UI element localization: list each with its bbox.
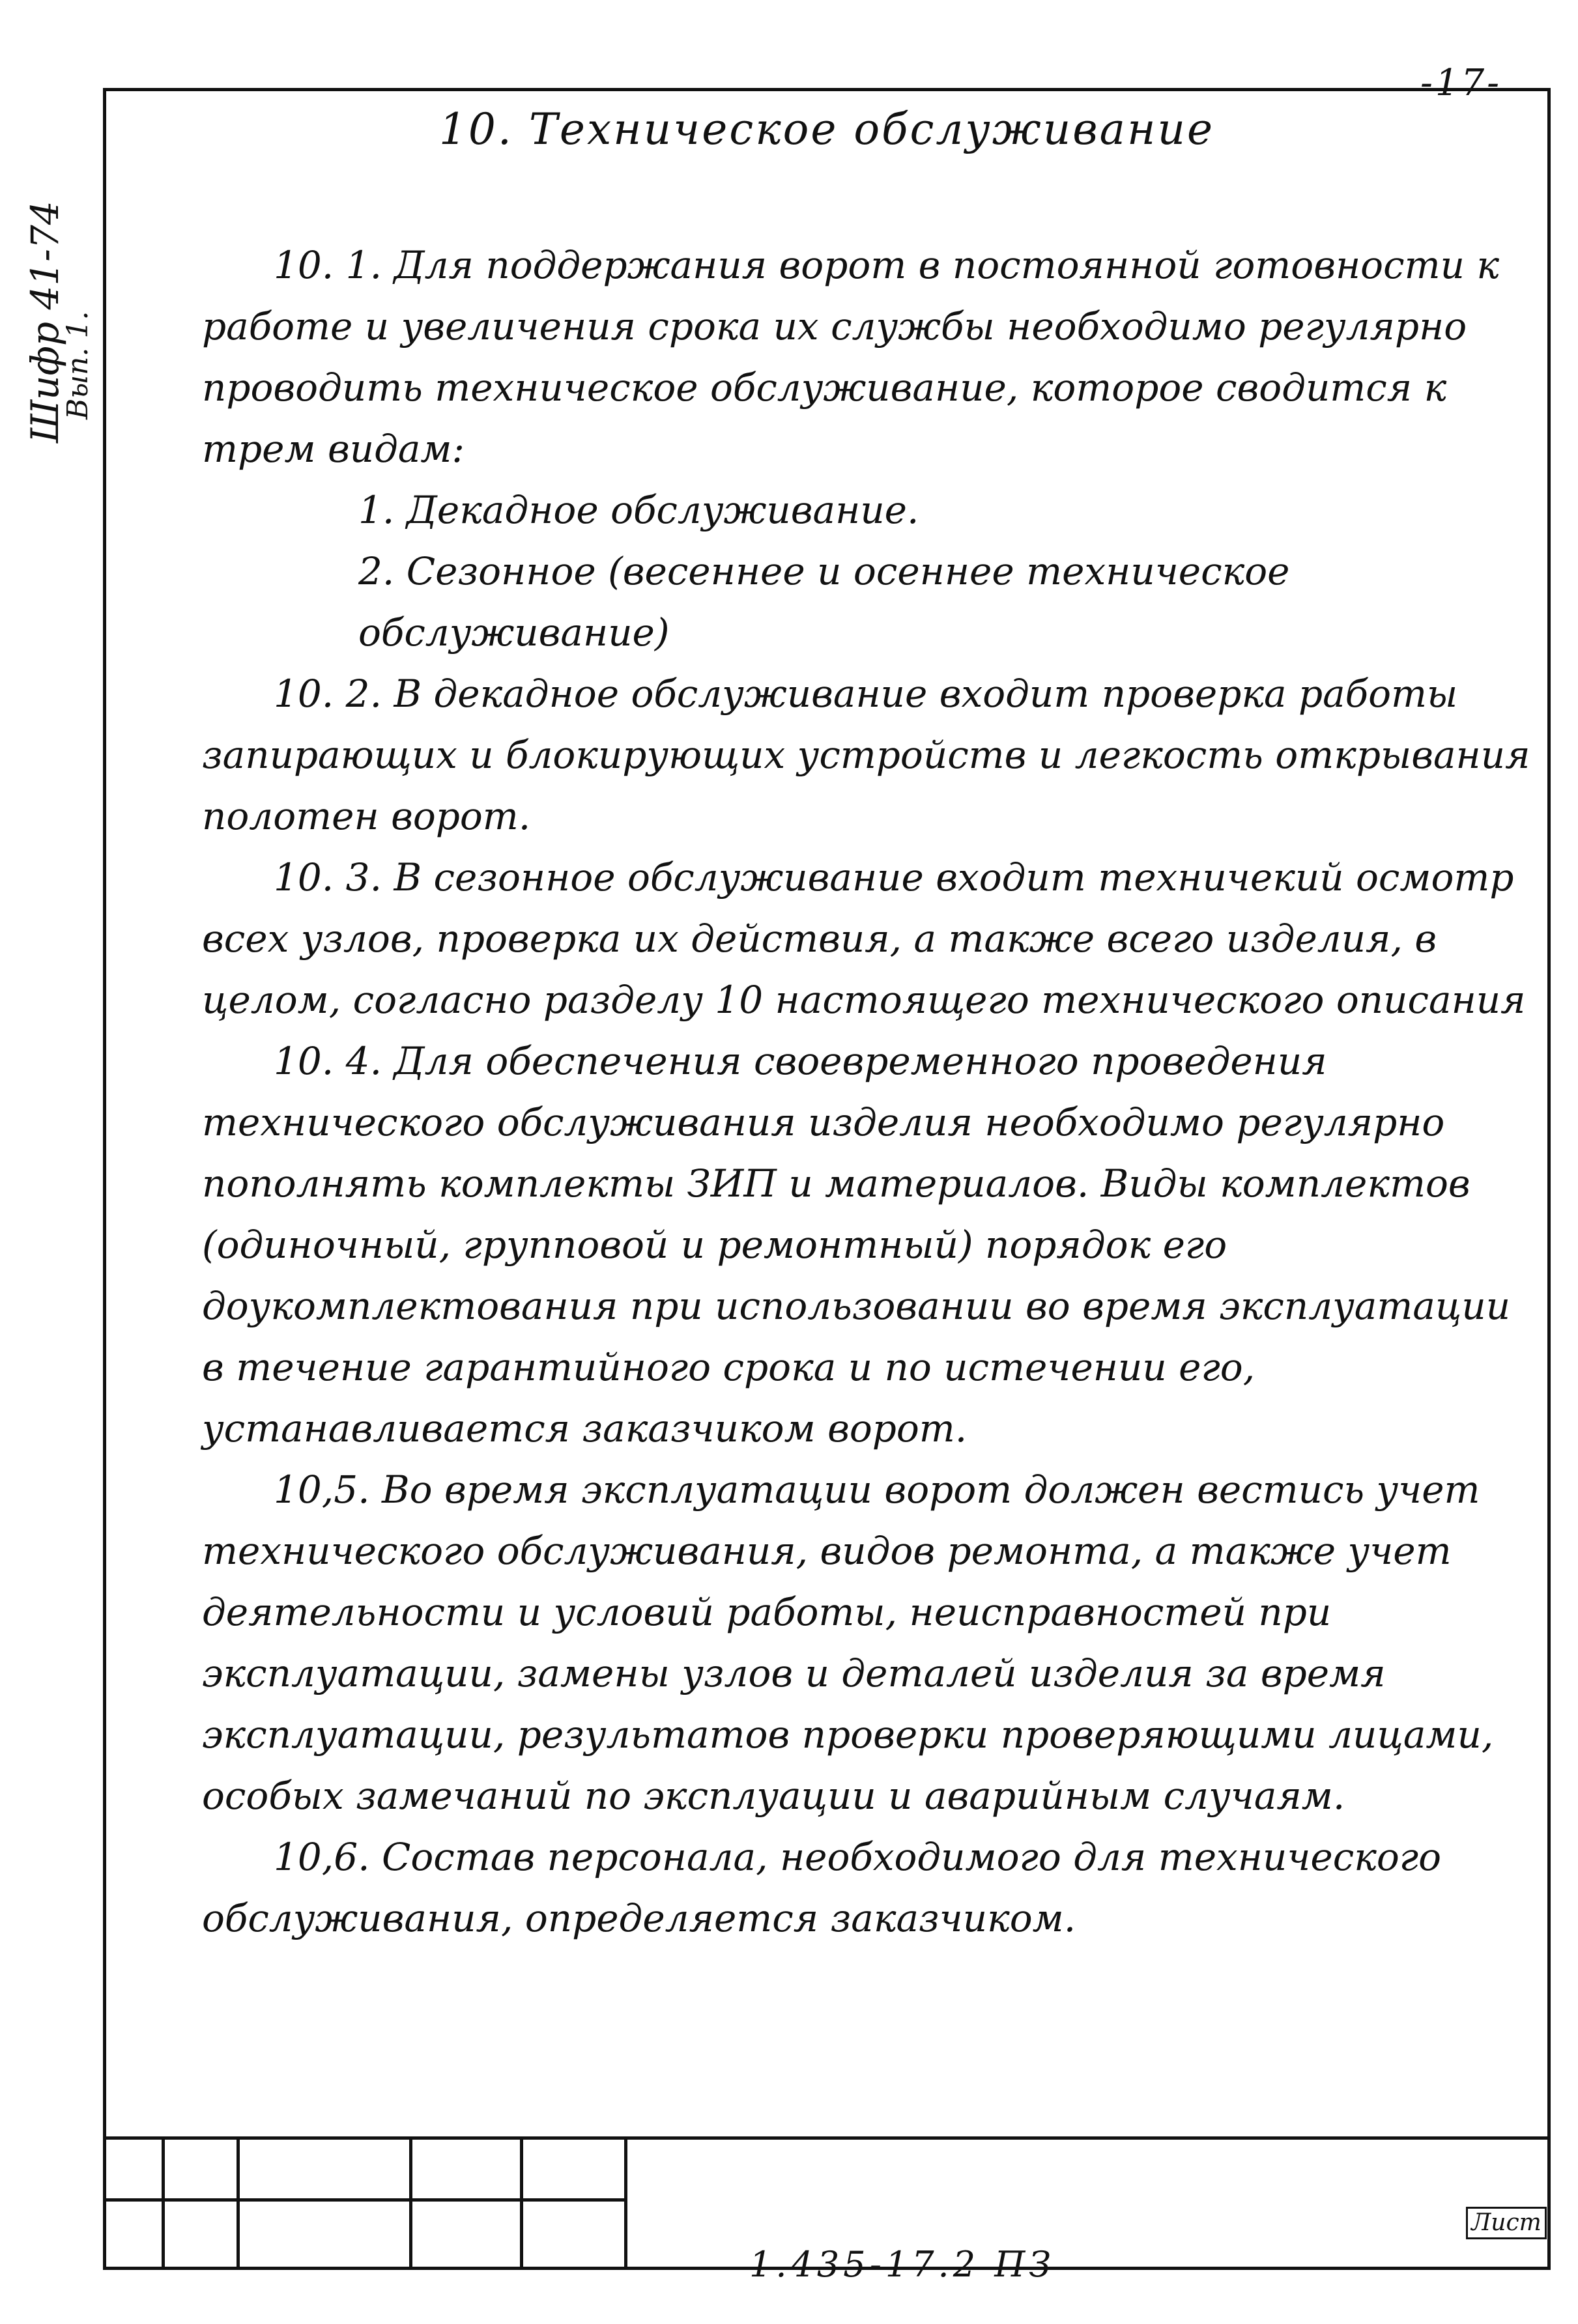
paragraph-10-1: 10. 1. Для поддержания ворот в постоянной готовности к работе и увеличения срока их службы необходимо регулярно проводить техническое обслуживание, которое сводится к трем видам:	[202, 243, 1500, 471]
title-block-divider	[624, 2136, 627, 2270]
document-code-main: Шифр 41-74	[23, 201, 67, 443]
title-block-row-line	[103, 2198, 624, 2202]
sheet-label: Лист	[1466, 2207, 1547, 2239]
paragraph-10-2: 10. 2. В декадное обслуживание входит проверка работы запирающих и блокирующих устройств и легкость открывания полотен ворот.	[202, 672, 1530, 838]
paragraph-10-5: 10,5. Во время эксплуатации ворот должен вестись учет технического обслуживания, видов ремонта, а также учет деятельности и условий работы, неисправностей при эксплуатации, замены узлов и деталей изделия за время эксплуатации, результатов проверки проверяющими лицами, особых замечаний по эксплуации и аварийным случаям.	[202, 1467, 1494, 1818]
paragraph-10-6: 10,6. Состав персонала, необходимого для технического обслуживания, определяется заказчиком.	[202, 1835, 1441, 1940]
list-item-2: 2. Сезонное (весеннее и осеннее техническое обслуживание)	[358, 549, 1290, 655]
title-block-top-line	[103, 2136, 1551, 2140]
section-title: 10. Техническое обслуживание	[438, 104, 1215, 154]
title-block-divider	[162, 2136, 165, 2270]
section-body	[202, 234, 1531, 1949]
title-block-divider	[409, 2136, 412, 2270]
document-code-issue: Вып. 1.	[61, 311, 94, 419]
paragraph-10-3: 10. 3. В сезонное обслуживание входит техничекий осмотр всех узлов, проверка их действия, а также всего изделия, в целом, согласно разделу 10 настоящего технического описания	[202, 855, 1526, 1022]
document-number: 1.435-17.2 ПЗ	[749, 2244, 1055, 2283]
title-block-divider	[237, 2136, 240, 2270]
list-item-1: 1. Декадное обслуживание.	[358, 488, 919, 532]
page-number: -17-	[1420, 62, 1502, 104]
document-code-vertical	[23, 169, 94, 443]
title-block-divider	[520, 2136, 523, 2270]
paragraph-10-4: 10. 4. Для обеспечения своевременного проведения технического обслуживания изделия необходимо регулярно пополнять комплекты ЗИП и материалов. Виды комплектов (одиночный, групповой и ремонтный) порядок его доукомплектования при использовании во время эксплуатации в течение гарантийного срока и по истечении его, устанавливается заказчиком ворот.	[202, 1039, 1511, 1451]
